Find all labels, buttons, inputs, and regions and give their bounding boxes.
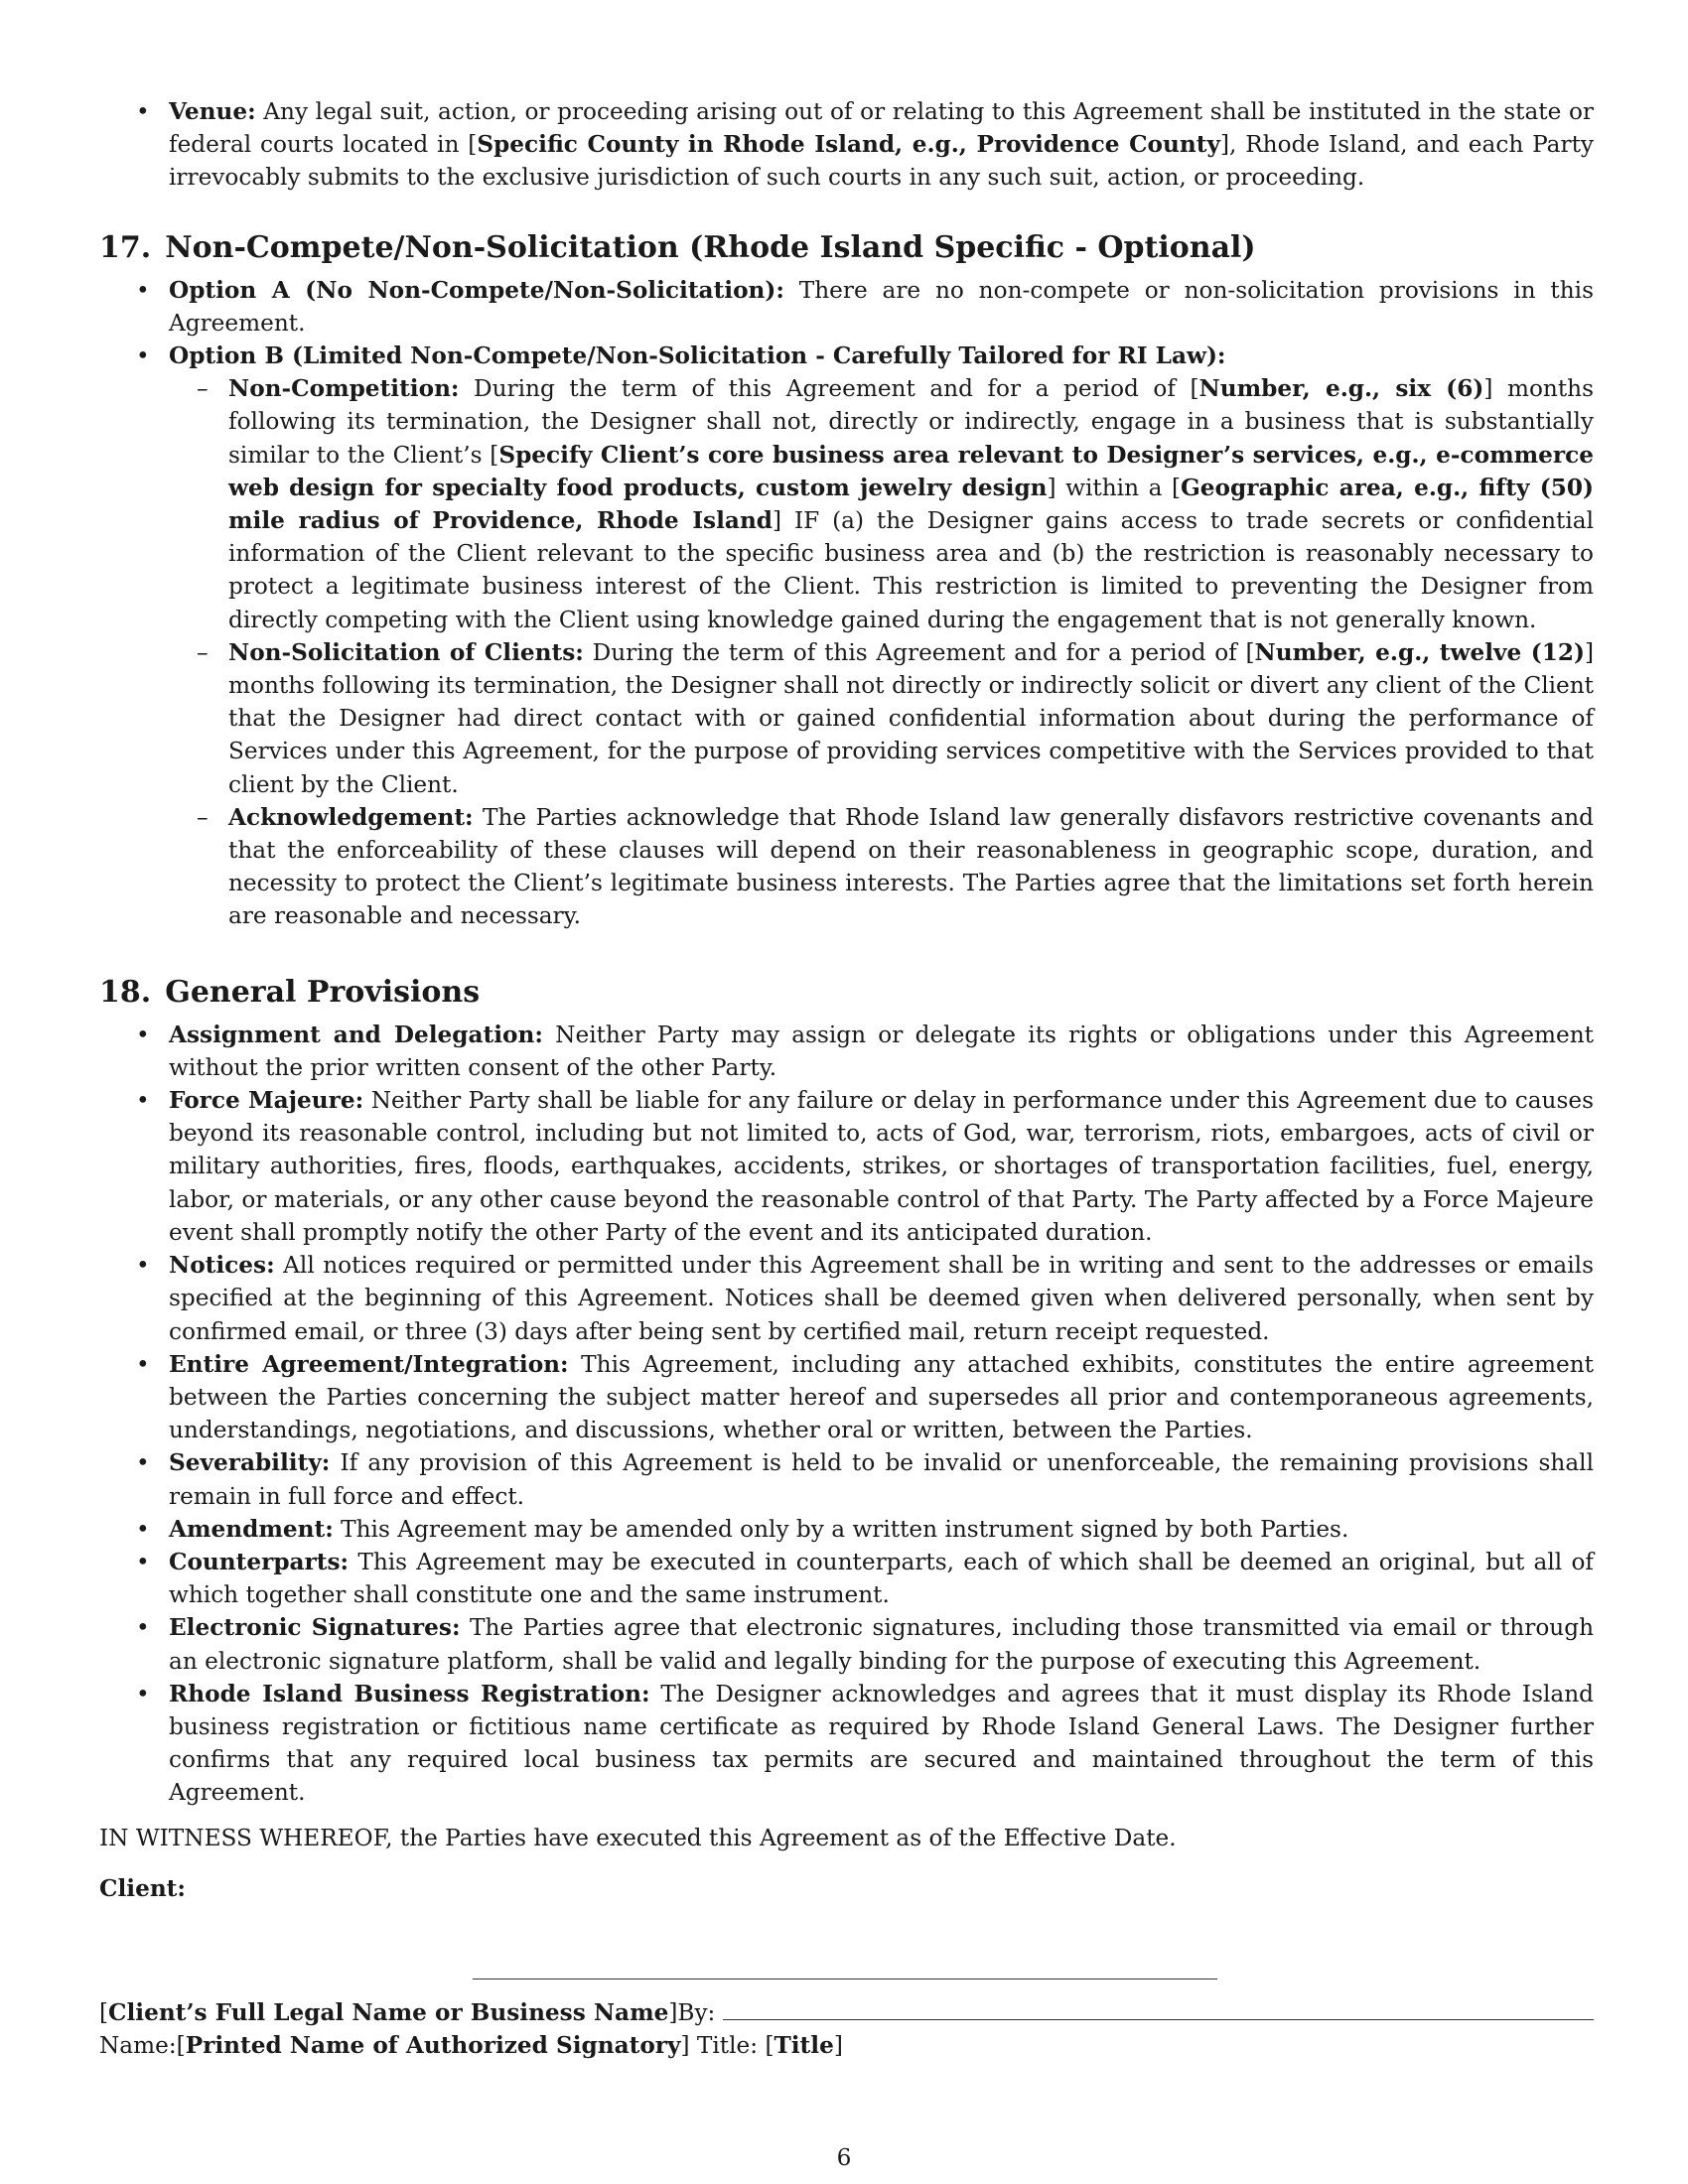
provision-text: All notices required or permitted under this Agreement shall be in writing and sent to the addresses or emails specified at the beginning of this Agreement. Notices shall be deemed given when delivered personally, when sent by confirmed email, or three (3) days after being sent by certified mail, return receipt requested. (169, 1252, 1594, 1345)
provision-label: Notices: (169, 1252, 275, 1280)
provision-item (99, 1513, 1594, 1546)
non-competition-item (99, 372, 1594, 636)
section-18-number: 18. (99, 974, 152, 1010)
provision-label: Severability: (169, 1449, 331, 1477)
non-competition-business-area: Specify Client’s core business area relevant to Designer’s services, e.g., e-commerce web design for specialty food products, custom jewelry design (228, 441, 1594, 501)
non-solicitation-label: Non-Solicitation of Clients: (228, 638, 584, 666)
provision-text: If any provision of this Agreement is held to be invalid or unenforceable, the remaining provisions shall remain in full force and effect. (169, 1449, 1594, 1510)
section-17-heading (99, 228, 1594, 268)
provision-item (99, 1446, 1594, 1512)
option-b-item (99, 340, 1594, 933)
provision-text: This Agreement may be amended only by a written instrument signed by both Parties. (333, 1515, 1349, 1543)
non-competition-text-1: During the term of this Agreement and for a period of [ (459, 375, 1199, 403)
option-a-item (99, 274, 1594, 340)
non-competition-label: Non-Competition: (228, 375, 460, 403)
provision-text: Neither Party shall be liable for any failure or delay in performance under this Agreement due to causes beyond its reasonable control, including but not limited to, acts of God, war, terrorism, riots, embargoes, acts of civil or military authorities, fires, floods, earthquakes, accidents, strikes, or shortages of transportation facilities, fuel, energy, labor, or materials, or any other cause beyond the reasonable control of that Party. The Party affected by a Force Majeure event shall promptly notify the other Party of the event and its anticipated duration. (169, 1087, 1595, 1246)
venue-label: Venue: (169, 98, 256, 125)
provision-item (99, 1084, 1594, 1249)
venue-county: Specific County in Rhode Island, e.g., Providence County (477, 131, 1220, 159)
acknowledgement-label: Acknowledgement: (228, 803, 474, 831)
provision-label: Amendment: (169, 1515, 334, 1543)
title-label: Title: (689, 2032, 766, 2060)
provision-item (99, 1348, 1594, 1447)
client-name-placeholder: Client’s Full Legal Name or Business Name (108, 1999, 669, 2026)
provision-label: Assignment and Delegation: (169, 1021, 543, 1048)
bracket-close: ] (680, 2032, 690, 2060)
venue-text: Any legal suit, action, or proceeding arising out of or relating to this Agreement shall be instituted in the state or federal courts located in [ (169, 98, 1594, 159)
option-b-label: Option B (Limited Non-Compete/Non-Solicitation - Carefully Tailored for RI Law): (169, 342, 1226, 370)
provision-text: This Agreement, including any attached exhibits, constitutes the entire agreement between the Parties concerning the subject matter hereof and supersedes all prior and contemporaneous agreements, understandings, negotiations, and discussions, whether oral or written, between the Parties. (169, 1350, 1595, 1444)
section-18-title: General Provisions (165, 974, 481, 1010)
bracket-open: [ (99, 1999, 109, 2026)
bracket-close: ] (833, 2032, 843, 2060)
provision-label: Rhode Island Business Registration: (169, 1680, 650, 1707)
venue-list (99, 95, 1594, 195)
provision-text: The Designer acknowledges and agrees that it must display its Rhode Island business registration or fictitious name certificate as required by Rhode Island General Laws. The Designer further confirms that any required local business tax permits are secured and maintained throughout the term of this Agreement. (169, 1680, 1595, 1807)
section-18-list (99, 1019, 1594, 1810)
provision-item (99, 1546, 1594, 1611)
provision-label: Counterparts: (169, 1548, 350, 1575)
page-number: 6 (836, 2144, 852, 2171)
provision-item (99, 1678, 1594, 1810)
non-solicitation-period: Number, e.g., twelve (12) (1254, 638, 1585, 666)
provision-label: Electronic Signatures: (169, 1614, 461, 1642)
provision-item (99, 1019, 1594, 1084)
provision-item (99, 1611, 1594, 1677)
non-competition-text-3: ] within a [ (1047, 474, 1181, 501)
printed-name-placeholder: Printed Name of Authorized Signatory (185, 2032, 681, 2060)
provision-text: This Agreement may be executed in counterparts, each of which shall be deemed an original, but all of which together shall constitute one and the same instrument. (169, 1548, 1594, 1609)
non-solicitation-text-1: During the term of this Agreement and for a period of [ (583, 638, 1255, 666)
provision-text: The Parties agree that electronic signatures, including those transmitted via email or through an electronic signature platform, shall be valid and legally binding for the purpose of executing this Agreement. (169, 1614, 1594, 1675)
venue-text-end: ], Rhode Island, and each Party irrevocably submits to the exclusive jurisdiction of such courts in any such suit, action, or proceeding. (169, 131, 1595, 192)
venue-item (99, 95, 1594, 195)
acknowledgement-item (99, 801, 1594, 933)
option-a-label: Option A (No Non-Compete/Non-Solicitation): (169, 276, 784, 304)
client-label: Client: (99, 1874, 186, 1902)
non-competition-text-4: ] IF (a) the Designer gains access to trade secrets or confidential information of the Client relevant to the specific business area and (b) the restriction is reasonably necessary to protect a legitimate business interest of the Client. This restriction is limited to preventing the Designer from directly competing with the Client using knowledge gained during the engagement that is not generally known. (228, 507, 1594, 633)
signature-name-row (99, 1996, 1594, 2029)
option-a-text: There are no non-compete or non-solicitation provisions in this Agreement. (169, 276, 1594, 337)
provision-label: Entire Agreement/Integration: (169, 1350, 569, 1378)
non-solicitation-item (99, 636, 1594, 801)
non-competition-period: Number, e.g., six (6) (1198, 375, 1484, 403)
section-17-list (99, 274, 1594, 933)
title-placeholder: Title (774, 2032, 834, 2060)
by-label: By: (677, 1999, 716, 2026)
provision-item (99, 1249, 1594, 1348)
provision-text: Neither Party may assign or delegate its rights or obligations under this Agreement without the prior written consent of the other Party. (169, 1021, 1594, 1081)
bracket-close: ] (668, 1999, 678, 2026)
non-competition-text-2: ] months following its termination, the Designer shall not, directly or indirectly, engage in a business that is substantially similar to the Client’s [ (228, 375, 1594, 469)
witness-statement: IN WITNESS WHEREOF, the Parties have executed this Agreement as of the Effective Date. (99, 1824, 1177, 1851)
section-18-heading (99, 973, 1594, 1013)
section-17-title: Non-Compete/Non-Solicitation (Rhode Island Specific - Optional) (165, 229, 1256, 265)
non-solicitation-text-2: ] months following its termination, the Designer shall not directly or indirectly solicit or divert any client of the Client that the Designer had direct contact with or gained confidential information about during the performance of Services under this Agreement, for the purpose of providing services competitive with the Services provided to that client by the Client. (228, 638, 1594, 798)
acknowledgement-text: The Parties acknowledge that Rhode Island law generally disfavors restrictive covenants and that the enforceability of these clauses will depend on their reasonableness in geographic scope, duration, and necessity to protect the Client’s legitimate business interests. The Parties agree that the limitations set forth herein are reasonable and necessary. (228, 803, 1594, 930)
provision-label: Force Majeure: (169, 1087, 364, 1115)
non-competition-geographic-area: Geographic area, e.g., fifty (50) mile radius of Providence, Rhode Island (228, 474, 1594, 535)
option-b-sublist (99, 372, 1594, 932)
by-signature-line[interactable] (723, 1997, 1594, 2020)
name-label: Name: (99, 2032, 177, 2060)
bracket-open: [ (176, 2032, 186, 2060)
bracket-open: [ (765, 2032, 774, 2060)
signature-block (99, 1996, 1594, 2062)
signature-details-row (99, 2029, 1594, 2062)
section-17-number: 17. (99, 229, 152, 265)
document-page (99, 95, 1594, 1905)
